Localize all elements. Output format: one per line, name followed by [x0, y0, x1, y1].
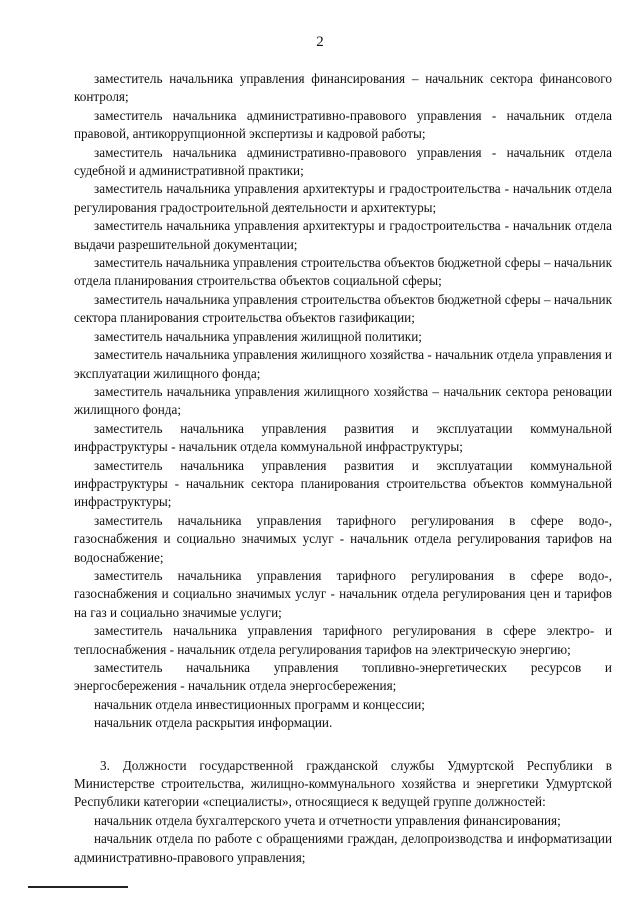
page-number: 2	[316, 34, 324, 50]
paragraph: заместитель начальника управления развития и эксплуатации коммунальной инфраструктуры - начальник сектора планирования строительства объектов коммунальной инфраструктуры;	[74, 457, 612, 510]
paragraph: начальник отдела по работе с обращениями граждан, делопроизводства и информатизации административно-правового управления;	[74, 831, 612, 865]
paragraph: заместитель начальника управления жилищного хозяйства – начальник сектора реновации жилищного фонда;	[74, 383, 612, 418]
paragraph: заместитель начальника управления строительства объектов бюджетной сферы – начальник сектора планирования строительства объектов газификации;	[74, 291, 612, 326]
paragraph: заместитель начальника управления тарифного регулирования в сфере электро- и теплоснабжения - начальник отдела регулирования тарифов на электрическую энергию;	[74, 623, 612, 657]
paragraph: заместитель начальника управления строительства объектов бюджетной сферы – начальник отдела планирования строительства объектов социальной сферы;	[74, 255, 612, 289]
paragraph: начальник отдела инвестиционных программ и концессии;	[94, 696, 425, 712]
footnote-divider	[28, 886, 128, 888]
paragraph: заместитель начальника управления жилищной политики;	[94, 328, 422, 344]
paragraph: заместитель начальника управления архитектуры и градостроительства - начальник отдела выдачи разрешительной документации;	[74, 218, 612, 252]
document-body	[74, 70, 612, 867]
section-heading: 3. Должности государственной гражданской службы Удмуртской Республики в Министерстве строительства, жилищно-коммунального хозяйства и энергетики Удмуртской Республики категории «специалисты», относящиеся к ведущей группе должностей:	[74, 757, 612, 810]
paragraph: заместитель начальника управления тарифного регулирования в сфере водо-, газоснабжения и социально значимых услуг - начальник отдела регулирования цен и тарифов на газ и социально значимые услуги;	[74, 567, 612, 620]
paragraph: начальник отдела раскрытия информации.	[94, 715, 333, 731]
paragraph: заместитель начальника управления тарифного регулирования в сфере водо-, газоснабжения и социально значимых услуг - начальник отдела регулирования тарифов на водоснабжение;	[74, 512, 612, 565]
paragraph: заместитель начальника управления топливно-энергетических ресурсов и энергосбережения - начальник отдела энергосбережения;	[74, 660, 612, 694]
paragraph: заместитель начальника управления архитектуры и градостроительства - начальник отдела регулирования градостроительной деятельности и архитектуры;	[74, 181, 612, 215]
paragraph: заместитель начальника управления финансирования – начальник сектора финансового контроля;	[74, 71, 612, 105]
paragraph: заместитель начальника административно-правового управления - начальник отдела правовой, антикоррупционной экспертизы и кадровой работы;	[74, 107, 612, 142]
paragraph: заместитель начальника управления развития и эксплуатации коммунальной инфраструктуры - начальник отдела коммунальной инфраструктуры;	[74, 420, 612, 455]
paragraph: заместитель начальника управления жилищного хозяйства - начальник отдела управления и эксплуатации жилищного фонда;	[74, 347, 612, 381]
paragraph: заместитель начальника административно-правового управления - начальник отдела судебной и административной практики;	[74, 144, 612, 179]
paragraph: начальник отдела бухгалтерского учета и отчетности управления финансирования;	[94, 812, 561, 828]
